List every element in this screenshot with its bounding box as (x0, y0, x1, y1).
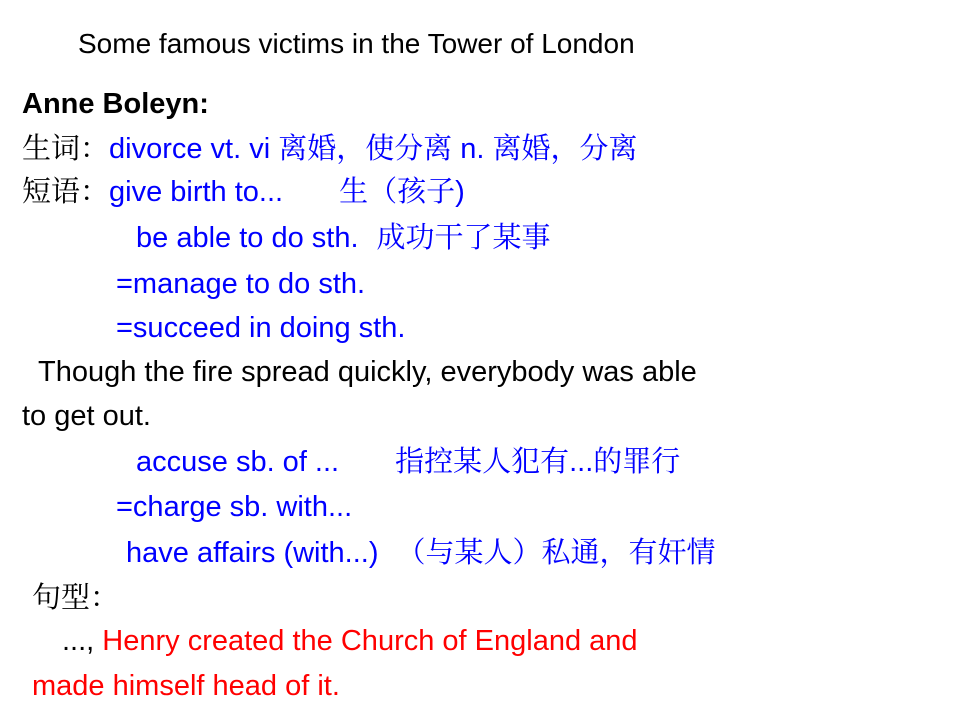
phrase-line-1 (22, 174, 465, 210)
phrase-line-3 (136, 444, 680, 480)
phrase-text: be able to do sth. (136, 222, 359, 254)
phrase-text: give birth to... (109, 176, 284, 208)
phrase-meaning: 成功干了某事 (376, 222, 551, 254)
vocab-label: 生词： (22, 133, 110, 165)
synonym-line: =succeed in doing sth. (116, 312, 406, 344)
example-line: to get out. (22, 400, 151, 432)
synonym-line: =charge sb. with... (116, 491, 353, 523)
phrases-label: 短语： (22, 176, 110, 208)
phrase-text: have affairs (with...) (126, 537, 379, 569)
phrase-line-4 (126, 535, 716, 571)
pattern-sentence: Henry created the Church of England and (102, 625, 638, 657)
phrase-text: accuse sb. of ... (136, 446, 340, 478)
pattern-line-1 (62, 623, 638, 659)
phrase-meaning: 指控某人犯有...的罪行 (395, 446, 681, 478)
phrase-meaning: （与某人）私通，有奸情 (396, 537, 716, 569)
pattern-line-2: made himself head of it. (32, 670, 340, 702)
section-heading: Anne Boleyn: (22, 88, 209, 120)
example-line: Though the fire spread quickly, everybody was able (38, 356, 697, 388)
pattern-label: 句型： (32, 582, 120, 614)
pattern-prefix: ..., (62, 625, 95, 657)
phrase-line-2 (136, 220, 551, 256)
phrase-meaning: 生（孩子) (339, 176, 465, 208)
synonym-line: =manage to do sth. (116, 268, 366, 300)
vocab-line (22, 131, 638, 167)
slide-title: Some famous victims in the Tower of London (78, 28, 635, 59)
vocab-text: divorce vt. vi 离婚，使分离 n. 离婚，分离 (109, 133, 638, 165)
